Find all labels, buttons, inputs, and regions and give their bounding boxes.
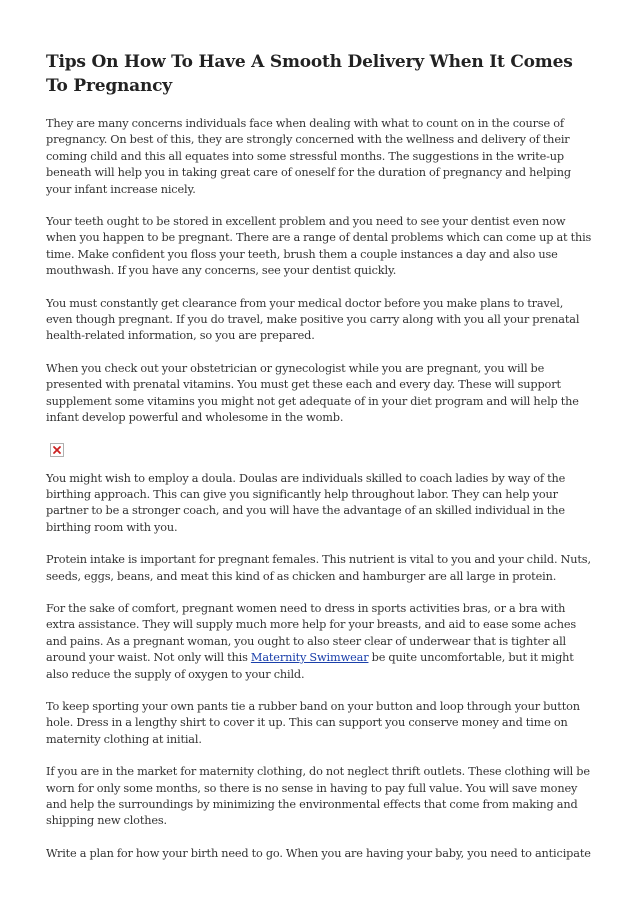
paragraph-intro: They are many concerns individuals face when dealing with what to count on in the course of pregnancy. On best of this, they are strongly concerned with the wellness and delivery of their coming child and this all equates into some stressful months. The suggestions in the write-up beneath will help you in taking great care of oneself for the duration of pregnancy and helping your infant increase nicely. (46, 117, 571, 196)
paragraph-vitamins: When you check out your obstetrician or gynecologist while you are pregnant, you will be presented with prenatal vitamins. You must get these each and every day. These will support supplement some vitamins you might not get adequate of in your diet program and will help the infant develop powerful and wholesome in the womb. (46, 361, 579, 425)
paragraph-protein: Protein intake is important for pregnant females. This nutrient is vital to you and your child. Nuts, seeds, eggs, beans, and meat this kind of as chicken and hamburger are all large in protein. (46, 553, 591, 583)
paragraph-birth-plan: Write a plan for how your birth need to go. When you are having your baby, you need to anticipate (46, 846, 591, 860)
broken-image-icon (50, 443, 66, 459)
maternity-swimwear-link[interactable]: Maternity Swimwear (250, 651, 369, 665)
paragraph-dental: Your teeth ought to be stored in excellent problem and you need to see your dentist even now when you happen to be pregnant. There are a range of dental problems which can come up at this time. Make confident you floss your teeth, brush them a couple instances a day and also use mouthwash. If you have any concerns, see your dentist quickly. (46, 215, 592, 278)
paragraph-pants: To keep sporting your own pants tie a rubber band on your button and loop through your button hole. Dress in a lengthy shirt to cover it up. This can support you conserve money and time on maternity clothing at initial. (46, 699, 580, 746)
paragraph-doula: You might wish to employ a doula. Doulas are individuals skilled to coach ladies by way of the birthing approach. This can give you significantly help throughout labor. They can help your partner to be a stronger coach, and you will have the advantage of an skilled individual in the birthing room with you. (46, 471, 566, 534)
document-page (46, 50, 592, 878)
paragraph-comfort (46, 601, 592, 683)
comfort-text-after: be quite uncomfortable, but it might also reduce the supply of oxygen to your child. (46, 651, 574, 681)
paragraph-thrift: If you are in the market for maternity clothing, do not neglect thrift outlets. These clothing will be worn for only some months, so there is no sense in having to pay full value. You will save money and help the surroundings by minimizing the environmental effects that come from making and shipping new clothes. (46, 765, 590, 828)
document-title: Tips On How To Have A Smooth Delivery When It Comes To Pregnancy (46, 52, 573, 96)
comfort-text-before: For the sake of comfort, pregnant women need to dress in sports activities bras, or a bra with extra assistance. They will supply much more help for your breasts, and aid to ease some aches and pains. As a pregnant woman, you ought to also steer clear of underwear that is tighter all around your waist. Not only will this (46, 601, 576, 665)
paragraph-travel: You must constantly get clearance from your medical doctor before you make plans to travel, even though pregnant. If you do travel, make positive you carry along with you all your prenatal health-related information, so you are prepared. (46, 296, 580, 343)
